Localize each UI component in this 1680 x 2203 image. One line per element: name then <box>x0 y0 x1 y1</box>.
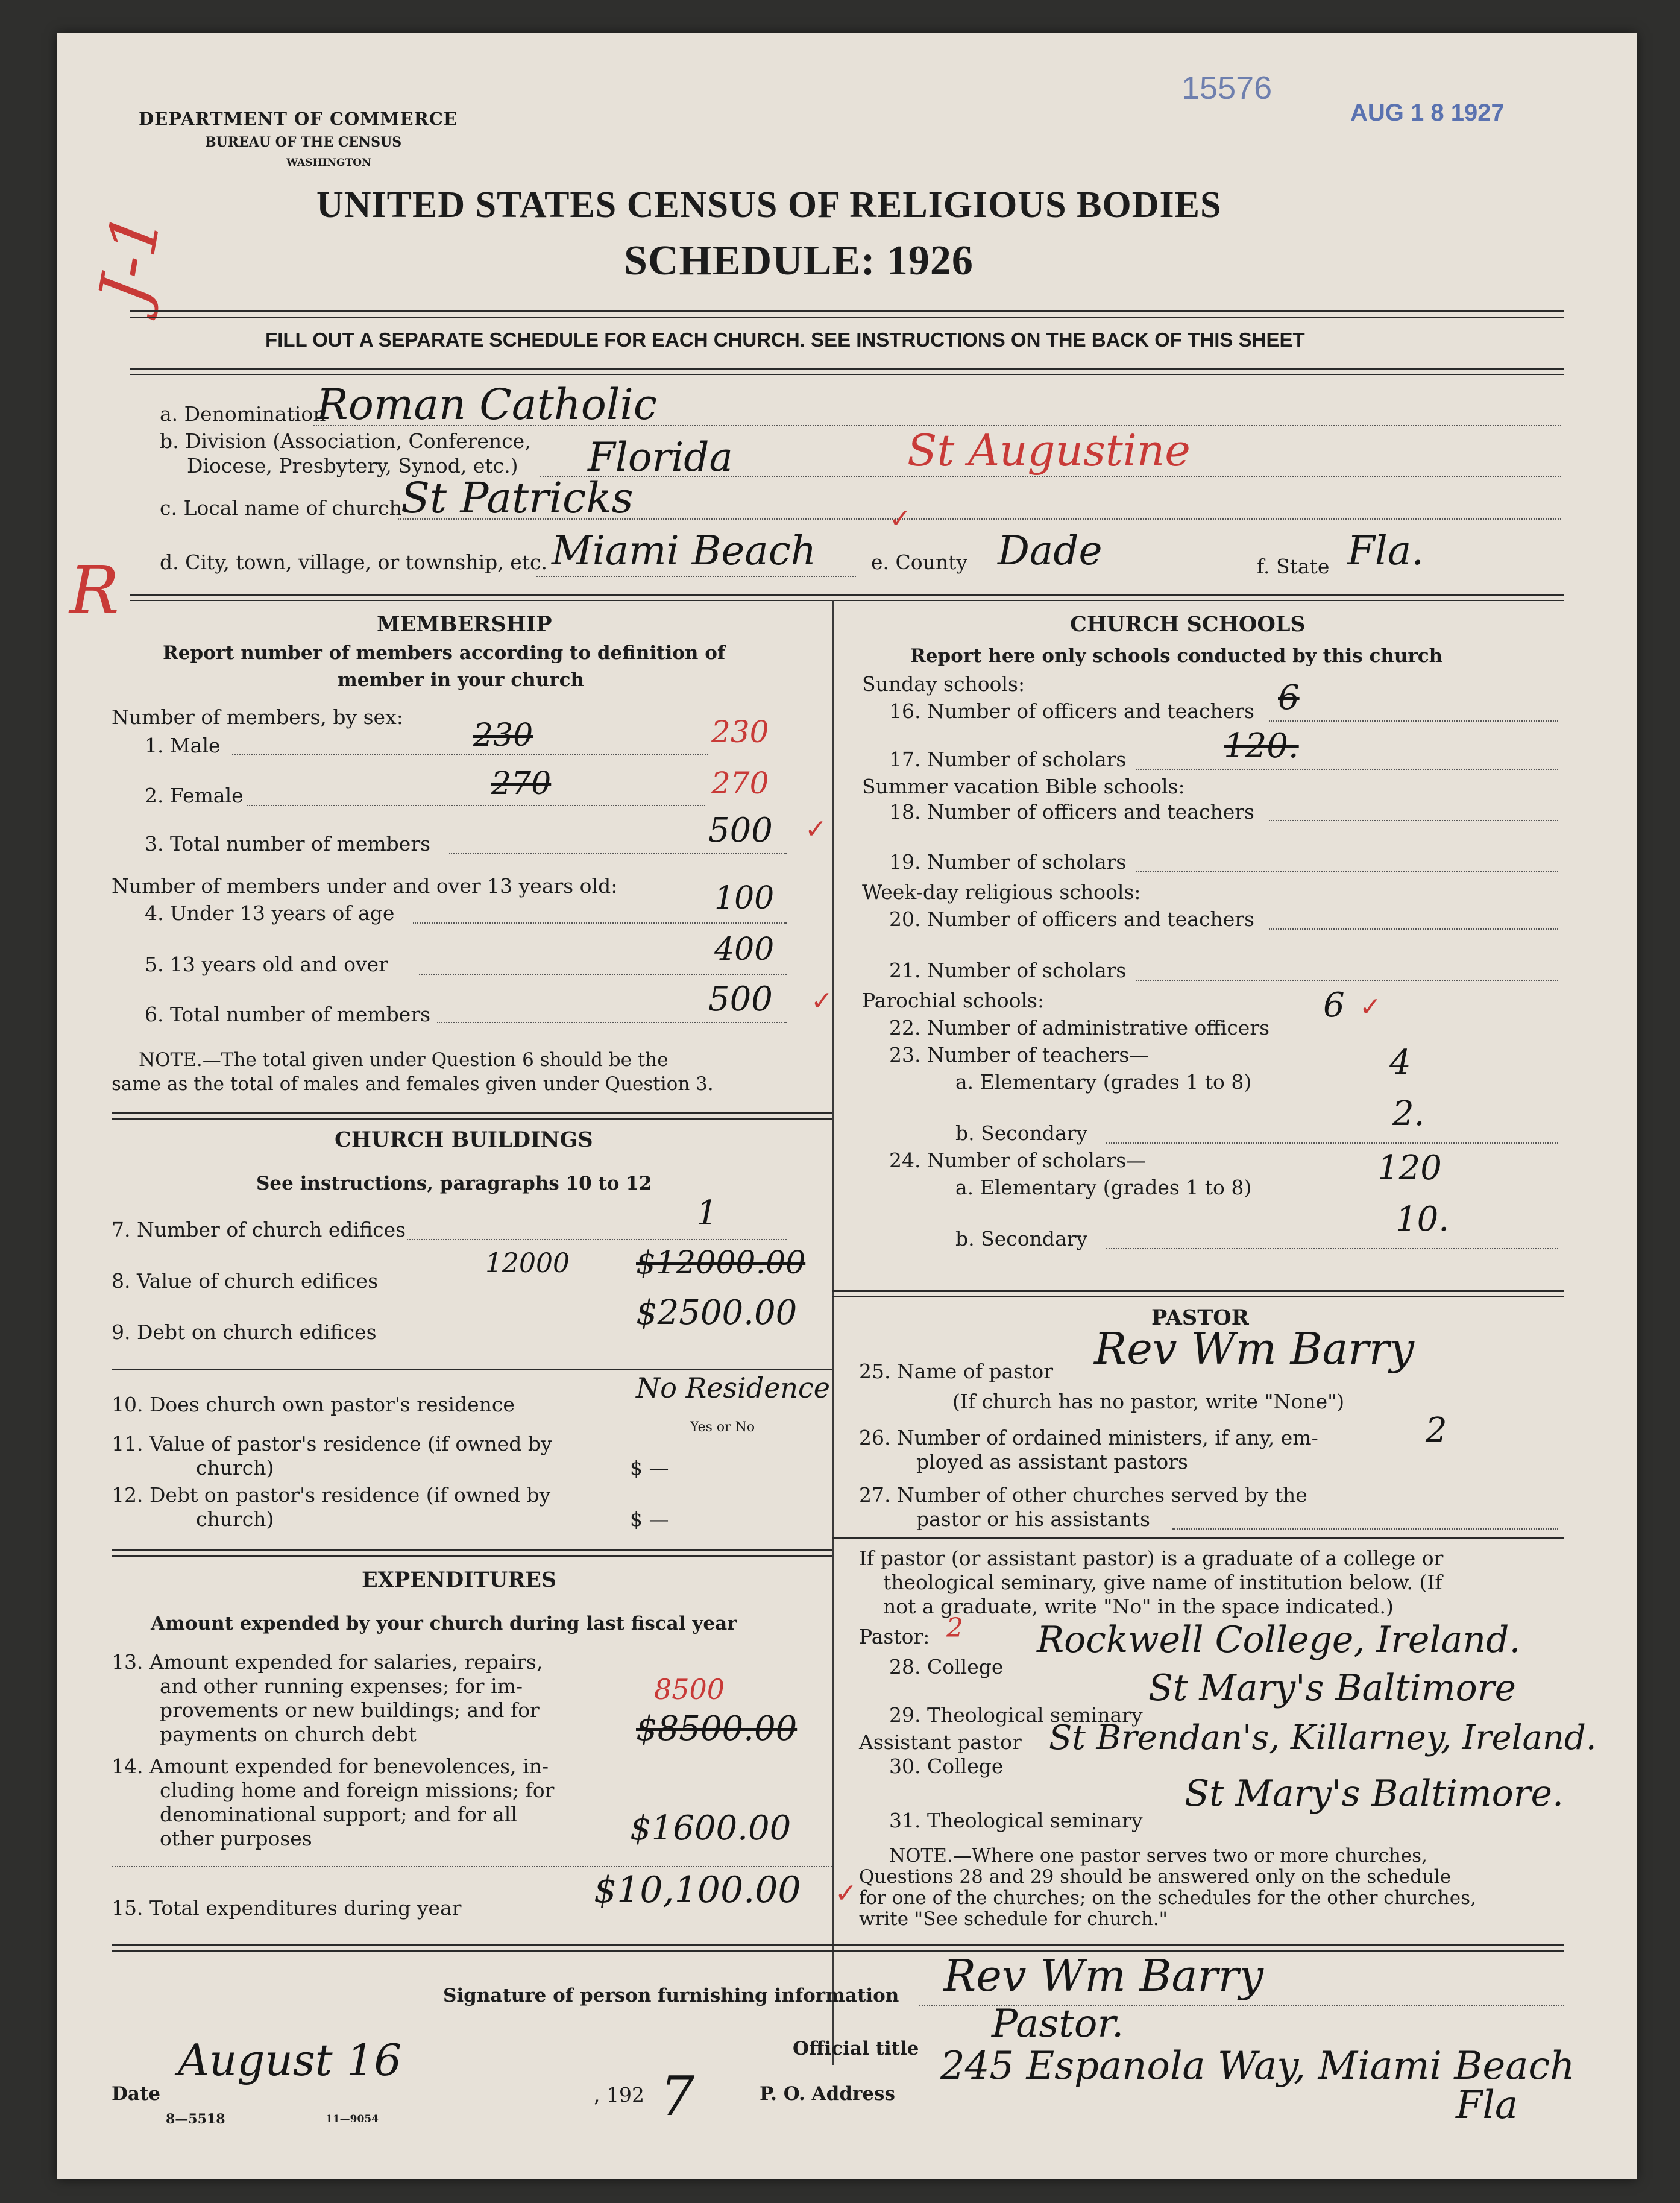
q26-line-2: ployed as assistant pastors <box>916 1450 1188 1473</box>
division-value: Florida <box>588 434 733 481</box>
item14-line-4: other purposes <box>160 1827 312 1850</box>
q26-value: 2 <box>1426 1411 1447 1450</box>
denomination-value: Roman Catholic <box>316 380 657 429</box>
male-value: 230 <box>473 717 533 754</box>
male-correction: 230 <box>711 714 769 749</box>
item13-line-4: payments on church debt <box>160 1722 417 1746</box>
pastor-note-2: Questions 28 and 29 should be answered only on the schedule <box>859 1866 1452 1888</box>
q24b-value: 10. <box>1395 1200 1450 1239</box>
margin-mark-left: R <box>69 552 119 629</box>
item13-value: $8500.00 <box>636 1709 798 1748</box>
parochial-schools-label: Parochial schools: <box>862 989 1045 1012</box>
item14-line-1: 14. Amount expended for benevolences, in- <box>112 1754 549 1778</box>
grad-intro-3: not a graduate, write "No" in the space indicated.) <box>883 1595 1394 1618</box>
q27-line-1: 27. Number of other churches served by the <box>859 1483 1307 1507</box>
residence-value-label-2: church) <box>196 1456 274 1480</box>
edifices-value: $12000.00 <box>636 1245 806 1281</box>
state-label: f. State <box>1257 555 1330 578</box>
q24a-value: 120 <box>1377 1149 1442 1188</box>
received-date-stamp: AUG 1 8 1927 <box>1350 99 1505 126</box>
signature-value: Rev Wm Barry <box>943 1950 1263 2001</box>
q27-line-2: pastor or his assistants <box>916 1507 1150 1531</box>
q21-label: 21. Number of scholars <box>889 959 1127 982</box>
edifices-value-note: 12000 <box>485 1248 570 1279</box>
state-value: Fla. <box>1347 528 1424 574</box>
under-13-label: 4. Under 13 years of age <box>145 901 395 925</box>
signature-label: Signature of person furnishing information <box>443 1985 899 2006</box>
q30-label: 30. College <box>889 1754 1004 1778</box>
pastor-heading: PASTOR <box>1151 1305 1249 1330</box>
item15-value: $10,100.00 <box>594 1869 801 1911</box>
grad-intro-1: If pastor (or assistant pastor) is a graduate of a college or <box>859 1546 1444 1570</box>
summer-schools-label: Summer vacation Bible schools: <box>862 775 1185 798</box>
residence-debt-label: 12. Debt on pastor's residence (if owned by <box>112 1483 551 1507</box>
instruction-banner: FILL OUT A SEPARATE SCHEDULE FOR EACH CHURCH. SEE INSTRUCTIONS ON THE BACK OF THIS SHEET <box>265 329 1305 351</box>
total-by-age-value: 500 <box>708 980 773 1019</box>
local-name-value: St Patricks <box>401 473 634 523</box>
official-title-label: Official title <box>793 2038 919 2060</box>
document-title: UNITED STATES CENSUS OF RELIGIOUS BODIES <box>316 184 1222 225</box>
pastor-note-1: NOTE.—Where one pastor serves two or more churches, <box>889 1845 1427 1867</box>
city-label: d. City, town, village, or township, etc. <box>160 550 548 574</box>
item13-line-2: and other running expenses; for im- <box>160 1674 523 1698</box>
membership-heading: MEMBERSHIP <box>377 612 552 637</box>
division-note: St Augustine <box>907 425 1191 476</box>
residence-hint: Yes or No <box>690 1420 755 1435</box>
pastor-label: Pastor: <box>859 1625 930 1648</box>
item14-value: $1600.00 <box>630 1809 791 1848</box>
q17-label: 17. Number of scholars <box>889 748 1127 771</box>
check-mark: ✓ <box>1359 992 1382 1023</box>
buildings-subheading: See instructions, paragraphs 10 to 12 <box>256 1173 652 1194</box>
membership-intro-2: member in your church <box>338 669 585 691</box>
q28-label: 28. College <box>889 1655 1004 1678</box>
pastor-name-value: Rev Wm Barry <box>1094 1323 1414 1374</box>
address-label: P. O. Address <box>760 2083 895 2105</box>
q26-line-1: 26. Number of ordained ministers, if any, em- <box>859 1426 1318 1449</box>
membership-note-1: NOTE.—The total given under Question 6 should be the <box>139 1049 669 1071</box>
female-value: 270 <box>491 766 552 802</box>
q16-label: 16. Number of officers and teachers <box>889 699 1254 723</box>
q25-label: 25. Name of pastor <box>859 1360 1054 1383</box>
schedule-title: SCHEDULE: 1926 <box>624 238 974 284</box>
schools-heading: CHURCH SCHOOLS <box>1070 612 1306 637</box>
q31-label: 31. Theological seminary <box>889 1809 1143 1832</box>
expenditures-heading: EXPENDITURES <box>362 1568 557 1592</box>
q25-hint: (If church has no pastor, write "None") <box>952 1390 1345 1413</box>
division-label-2: Diocese, Presbytery, Synod, etc.) <box>187 454 518 477</box>
female-label: 2. Female <box>145 784 244 807</box>
city-value: Miami Beach <box>552 528 817 574</box>
bureau-heading: BUREAU OF THE CENSUS <box>205 134 402 150</box>
check-mark: ✓ <box>835 1878 857 1909</box>
year-prefix: , 192 <box>594 2083 644 2107</box>
q16-value: 6 <box>1278 678 1300 717</box>
address-value-2: Fla <box>1456 2083 1518 2128</box>
q24b-label: b. Secondary <box>955 1227 1088 1250</box>
county-label: e. County <box>871 550 968 574</box>
q20-label: 20. Number of officers and teachers <box>889 907 1254 931</box>
assistant-label: Assistant pastor <box>859 1730 1022 1754</box>
q19-label: 19. Number of scholars <box>889 850 1127 874</box>
item14-line-2: cluding home and foreign missions; for <box>160 1779 555 1802</box>
department-heading: DEPARTMENT OF COMMERCE <box>139 109 458 129</box>
q18-label: 18. Number of officers and teachers <box>889 800 1254 824</box>
q23b-value: 2. <box>1392 1094 1425 1133</box>
q23b-label: b. Secondary <box>955 1121 1088 1145</box>
q23a-label: a. Elementary (grades 1 to 8) <box>955 1070 1252 1094</box>
total-by-age-label: 6. Total number of members <box>145 1003 431 1026</box>
buildings-heading: CHURCH BUILDINGS <box>335 1127 593 1152</box>
pastor-mark: 2 <box>946 1613 963 1644</box>
membership-note-2: same as the total of males and females given under Question 3. <box>112 1073 714 1095</box>
county-value: Dade <box>998 528 1103 574</box>
weekday-schools-label: Week-day religious schools: <box>862 880 1141 904</box>
q22-value: 6 <box>1323 986 1345 1025</box>
over-13-value: 400 <box>714 931 775 968</box>
over-13-label: 5. 13 years old and over <box>145 953 388 976</box>
q29-label: 29. Theological seminary <box>889 1703 1143 1727</box>
age-label: Number of members under and over 13 years old: <box>112 874 618 898</box>
item13-correction: 8500 <box>654 1673 725 1706</box>
edifices-count-label: 7. Number of church edifices <box>112 1218 406 1241</box>
item13-line-3: provements or new buildings; and for <box>160 1698 540 1722</box>
pastor-note-3: for one of the churches; on the schedules for the other churches, <box>859 1887 1476 1909</box>
form-number: 8—5518 <box>166 2111 225 2127</box>
residence-value-label: 11. Value of pastor's residence (if owned by <box>112 1432 552 1455</box>
q17-value: 120. <box>1224 726 1299 766</box>
print-number: 11—9054 <box>326 2113 379 2125</box>
q23a-value: 4 <box>1389 1043 1411 1082</box>
female-correction: 270 <box>711 766 769 801</box>
residence-label: 10. Does church own pastor's residence <box>112 1393 515 1416</box>
q28-value: Rockwell College, Ireland. <box>1037 1619 1521 1661</box>
census-schedule-sheet <box>57 33 1637 2179</box>
check-mark: ✓ <box>889 503 911 534</box>
male-label: 1. Male <box>145 734 221 757</box>
schools-subheading: Report here only schools conducted by this church <box>910 645 1443 667</box>
residence-debt-amount: $ — <box>630 1507 669 1531</box>
total-members-label: 3. Total number of members <box>145 832 431 856</box>
division-label-1: b. Division (Association, Conference, <box>160 429 531 453</box>
residence-value-amount: $ — <box>630 1456 669 1480</box>
sunday-schools-label: Sunday schools: <box>862 672 1025 696</box>
item15-label: 15. Total expenditures during year <box>112 1896 462 1920</box>
official-title-value: Pastor. <box>992 2002 1124 2046</box>
year-digit: 7 <box>660 2065 695 2128</box>
local-name-label: c. Local name of church <box>160 496 402 520</box>
q30-value: St Brendan's, Killarney, Ireland. <box>1049 1718 1597 1757</box>
membership-intro-1: Report number of members according to definition of <box>163 642 726 664</box>
file-number-stamp: 15576 <box>1181 70 1273 106</box>
edifices-debt-value: $2500.00 <box>636 1293 798 1332</box>
margin-mark-top: J-1 <box>84 207 176 310</box>
check-mark: ✓ <box>811 986 833 1016</box>
q24a-label: a. Elementary (grades 1 to 8) <box>955 1176 1252 1199</box>
edifices-count-value: 1 <box>696 1194 718 1233</box>
item14-line-3: denominational support; and for all <box>160 1803 517 1826</box>
pastor-note-4: write "See schedule for church." <box>859 1908 1168 1930</box>
q22-label: 22. Number of administrative officers <box>889 1016 1270 1039</box>
total-members-value: 500 <box>708 811 773 850</box>
edifices-debt-label: 9. Debt on church edifices <box>112 1320 377 1344</box>
q31-value: St Mary's Baltimore. <box>1184 1773 1564 1815</box>
residence-value: No Residence <box>636 1372 831 1404</box>
city-heading: WASHINGTON <box>286 157 371 169</box>
q23-label: 23. Number of teachers— <box>889 1043 1150 1067</box>
by-sex-label: Number of members, by sex: <box>112 705 403 729</box>
date-label: Date <box>112 2083 161 2105</box>
q24-label: 24. Number of scholars— <box>889 1149 1147 1172</box>
address-value: 245 Espanola Way, Miami Beach <box>940 2044 1575 2088</box>
grad-intro-2: theological seminary, give name of institution below. (If <box>883 1571 1442 1594</box>
item13-line-1: 13. Amount expended for salaries, repairs, <box>112 1650 543 1674</box>
expenditures-subheading: Amount expended by your church during last fiscal year <box>151 1613 737 1634</box>
q29-value: St Mary's Baltimore <box>1148 1667 1516 1709</box>
under-13-value: 100 <box>714 880 775 916</box>
date-value: August 16 <box>178 2035 402 2085</box>
denomination-label: a. Denomination <box>160 402 326 426</box>
residence-debt-label-2: church) <box>196 1507 274 1531</box>
check-mark: ✓ <box>805 814 827 845</box>
edifices-value-label: 8. Value of church edifices <box>112 1269 379 1293</box>
